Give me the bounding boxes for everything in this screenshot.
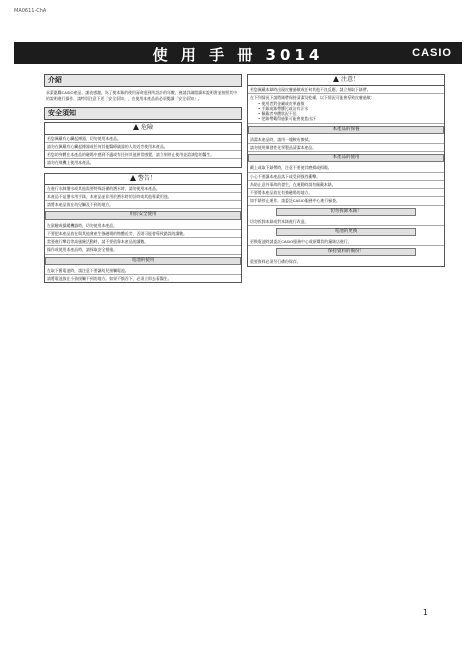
casio-logo: CASIO [412, 47, 452, 59]
warning-triangle-icon [333, 76, 339, 82]
notice-row-text: 在下列情況下請將錶帶保持清潔及乾燥，以下情況可能會導致皮膚過敏： [250, 95, 375, 101]
care-row: 清潔本產品時，請用一塊軟布擦拭。 [248, 136, 444, 144]
product-row: 如手錶停止運作，請委託CASIO服務中心進行檢查。 [248, 197, 444, 205]
danger-row: 若您佩戴有心臟起搏器，切勿使用本產品。 [45, 135, 241, 143]
danger-row: 請勿在飛機上使用本產品。 [47, 160, 94, 166]
warning-row: 請將本產品放在幼兒觸及不到的地方。 [45, 201, 241, 209]
notice-header [248, 75, 444, 86]
warning-triangle-icon [130, 175, 136, 181]
disposal-label: 切勿拆卸本錶！ [276, 208, 415, 216]
bullet-item: • 佩戴者身體狀況不佳 [258, 111, 297, 117]
care-row: 請勿使用揮發性化學製品清潔本產品。 [248, 144, 444, 152]
danger-header [45, 123, 241, 134]
battery-row: 請將電池放在小孩接觸不到的地方。如果不慎吞下，必須立即去看醫生。 [47, 275, 172, 281]
warning-row: 在進行水肺潛水或其他需要特殊設備的潛水時，請勿使用本產品。 [45, 185, 241, 193]
product-row: 小心不要讓本產品落下或受到強烈衝擊。 [248, 173, 444, 181]
danger-label: 危險 [140, 124, 153, 132]
battery-change-text: 更換電池時請委託CASIO服務中心或原購買的鐘錶店進行。 [248, 238, 444, 246]
intro-heading: 介紹 [44, 74, 242, 87]
notice-row: 若您佩戴本錶時出現皮膚過敏或任何其他不良反應，請立刻取下錶帶。 [248, 86, 444, 94]
product-row: 戴上或取下錶帶時，注意不要使其磨損或損傷。 [248, 164, 444, 172]
page-number: 1 [422, 608, 428, 617]
notice-box [247, 74, 445, 267]
intro-text: 承蒙惠購CASIO產品，謹表感謝。為了使本錶的使用壽命達到所設計的年數，務請詳細閱讀本說明書並按照其中的說明進行操作，請特別注意下述「安全須知」，在使用本產品前必須閱讀「安全須知」。 [46, 90, 238, 101]
right-column [247, 74, 445, 267]
danger-box [44, 122, 242, 167]
battery-row: 在取下舊電池時，請注意不要讓幼兒接觸電池。 [45, 267, 241, 275]
battery-change-label: 電池的更換 [276, 228, 415, 236]
bullet-item: • 把錶帶戴得過緊可能會使您出汗 [258, 116, 317, 122]
use-row: 在駕駛或操縱機器時，切勿使用本產品。 [45, 222, 241, 230]
product-row: 為防止意外事故的發生，在運動時請勿佩戴本錶。 [248, 181, 444, 189]
document-code: MA0611-ChA [14, 8, 47, 14]
notice-row [248, 94, 444, 123]
warning-triangle-icon [133, 124, 139, 130]
keep-data-text: 重要資料必須另行備份保存。 [250, 259, 301, 265]
danger-row: 若您的身體在本產品的磁場中感到不適或有任何其他異常感覺，請立刻停止使用並諮詢您的醫生。 [45, 151, 241, 159]
disposal-text: 切勿拆卸本錶或對本錶進行改造。 [248, 218, 444, 226]
use-row: 當要進行攀岩等高風險活動時，請不要依靠本產品的讀數。 [45, 238, 241, 246]
safety-heading: 安全須知 [44, 107, 242, 120]
bullet-text: 把錶帶戴得過緊可能會使您出汗 [261, 116, 317, 122]
left-column [44, 74, 242, 283]
warning-row: 本產品不是潛水用手錶，本產品並非用於潛水時的計時或其他專業用途。 [45, 193, 241, 201]
bullet-text: 手錶或錶帶髒污或沾有汗水 [261, 105, 309, 111]
keep-data-label: 保持資料的備份！ [276, 248, 415, 256]
page-title: 使 用 手 冊 3014 [152, 46, 324, 64]
use-label: 用於安全使用 [45, 211, 241, 219]
notice-label: 注意！ [340, 76, 359, 83]
bullet-item: • 使用者對金屬或皮革過敏 [258, 100, 305, 106]
warning-label: 警告！ [137, 174, 156, 182]
battery-label: 電池的使用 [45, 257, 241, 265]
bullet-text: 使用者對金屬或皮革過敏 [261, 100, 305, 106]
warning-box [44, 173, 242, 284]
bullet-item: • 手錶或錶帶髒污或沾有汗水 [258, 105, 309, 111]
care-label: 本產品的保養 [248, 126, 444, 134]
danger-row: 請勿在佩戴有心臟起搏器或任何其他醫療儀器的人的近旁使用本產品。 [45, 143, 241, 151]
warning-header [45, 174, 241, 185]
title-banner [14, 42, 462, 64]
product-row: 不要將本產品放在有強磁場的地方。 [248, 189, 444, 197]
product-label: 本產品的使用 [248, 154, 444, 162]
use-row: 不要把本產品放在與其他會產生強磁場的物體近旁，否則可能會導致錯誤的讀數。 [45, 230, 241, 238]
bullet-text: 佩戴者身體狀況不佳 [261, 111, 297, 117]
use-row: 操作或使用本產品時，請採取安全措施。 [45, 246, 241, 254]
